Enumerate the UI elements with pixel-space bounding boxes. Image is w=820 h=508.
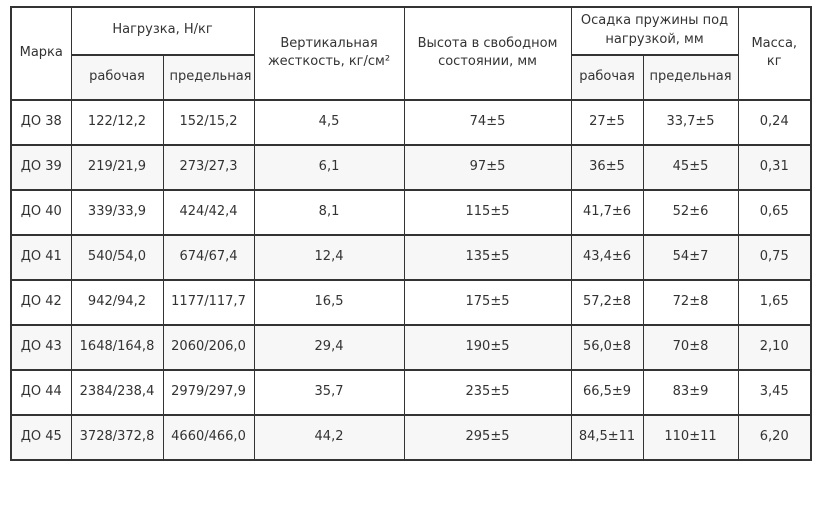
table-row [11, 100, 811, 145]
col-subheader-load-working: рабочая [71, 55, 163, 100]
cell-mass: 6,20 [738, 415, 811, 460]
table-row [11, 190, 811, 235]
col-header-marka: Марка [11, 7, 71, 100]
table-row [11, 325, 811, 370]
cell-settlement-limit: 33,7±5 [643, 100, 738, 145]
cell-mass: 2,10 [738, 325, 811, 370]
cell-load-limit: 273/27,3 [163, 145, 254, 190]
table-header [11, 7, 811, 100]
cell-settlement-limit: 110±11 [643, 415, 738, 460]
cell-load-working: 339/33,9 [71, 190, 163, 235]
cell-settlement-working: 36±5 [571, 145, 643, 190]
cell-settlement-limit: 45±5 [643, 145, 738, 190]
col-subheader-settlement-limit: предельная [643, 55, 738, 100]
cell-settlement-working: 57,2±8 [571, 280, 643, 325]
table-row [11, 415, 811, 460]
cell-settlement-limit: 54±7 [643, 235, 738, 280]
cell-load-working: 219/21,9 [71, 145, 163, 190]
col-header-load-group: Нагрузка, Н/кг [71, 7, 254, 55]
col-header-height: Высота в свободном состоянии, мм [404, 7, 571, 100]
cell-marka: ДО 39 [11, 145, 71, 190]
cell-stiffness: 16,5 [254, 280, 404, 325]
table-row [11, 280, 811, 325]
cell-stiffness: 8,1 [254, 190, 404, 235]
col-header-settlement-group: Осадка пружины под нагрузкой, мм [571, 7, 738, 55]
col-header-stiffness: Вертикальная жесткость, кг/см² [254, 7, 404, 100]
cell-load-limit: 424/42,4 [163, 190, 254, 235]
cell-height: 115±5 [404, 190, 571, 235]
cell-settlement-limit: 70±8 [643, 325, 738, 370]
cell-load-limit: 152/15,2 [163, 100, 254, 145]
cell-height: 235±5 [404, 370, 571, 415]
table-row [11, 235, 811, 280]
cell-height: 175±5 [404, 280, 571, 325]
cell-settlement-limit: 72±8 [643, 280, 738, 325]
cell-marka: ДО 42 [11, 280, 71, 325]
cell-settlement-working: 43,4±6 [571, 235, 643, 280]
cell-height: 74±5 [404, 100, 571, 145]
cell-load-limit: 4660/466,0 [163, 415, 254, 460]
cell-load-limit: 674/67,4 [163, 235, 254, 280]
cell-settlement-working: 84,5±11 [571, 415, 643, 460]
cell-load-working: 3728/372,8 [71, 415, 163, 460]
cell-load-limit: 1177/117,7 [163, 280, 254, 325]
cell-marka: ДО 43 [11, 325, 71, 370]
cell-settlement-working: 56,0±8 [571, 325, 643, 370]
cell-load-limit: 2060/206,0 [163, 325, 254, 370]
cell-mass: 0,31 [738, 145, 811, 190]
cell-stiffness: 29,4 [254, 325, 404, 370]
cell-settlement-limit: 83±9 [643, 370, 738, 415]
cell-stiffness: 4,5 [254, 100, 404, 145]
cell-mass: 3,45 [738, 370, 811, 415]
table-body [11, 100, 811, 460]
cell-settlement-working: 41,7±6 [571, 190, 643, 235]
cell-mass: 0,24 [738, 100, 811, 145]
table-row [11, 370, 811, 415]
cell-settlement-working: 27±5 [571, 100, 643, 145]
cell-height: 190±5 [404, 325, 571, 370]
cell-load-working: 540/54,0 [71, 235, 163, 280]
cell-settlement-limit: 52±6 [643, 190, 738, 235]
cell-load-working: 1648/164,8 [71, 325, 163, 370]
cell-load-working: 122/12,2 [71, 100, 163, 145]
cell-height: 97±5 [404, 145, 571, 190]
cell-mass: 0,75 [738, 235, 811, 280]
cell-stiffness: 35,7 [254, 370, 404, 415]
cell-settlement-working: 66,5±9 [571, 370, 643, 415]
cell-marka: ДО 40 [11, 190, 71, 235]
cell-stiffness: 12,4 [254, 235, 404, 280]
col-subheader-load-limit: предельная [163, 55, 254, 100]
col-header-mass: Масса, кг [738, 7, 811, 100]
cell-marka: ДО 38 [11, 100, 71, 145]
cell-height: 135±5 [404, 235, 571, 280]
cell-mass: 0,65 [738, 190, 811, 235]
spring-spec-table [10, 6, 812, 461]
cell-load-limit: 2979/297,9 [163, 370, 254, 415]
cell-marka: ДО 45 [11, 415, 71, 460]
cell-stiffness: 6,1 [254, 145, 404, 190]
header-group-row [11, 7, 811, 55]
cell-load-working: 942/94,2 [71, 280, 163, 325]
cell-stiffness: 44,2 [254, 415, 404, 460]
cell-load-working: 2384/238,4 [71, 370, 163, 415]
col-subheader-settlement-working: рабочая [571, 55, 643, 100]
cell-marka: ДО 44 [11, 370, 71, 415]
cell-mass: 1,65 [738, 280, 811, 325]
cell-marka: ДО 41 [11, 235, 71, 280]
cell-height: 295±5 [404, 415, 571, 460]
table-row [11, 145, 811, 190]
